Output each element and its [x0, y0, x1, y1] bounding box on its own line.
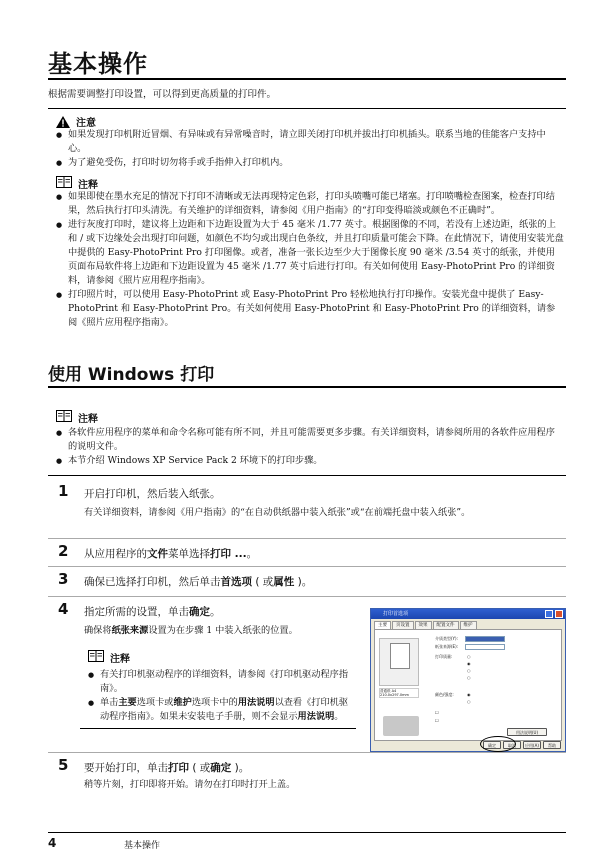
note-rule [80, 728, 356, 729]
step-number: 1 [58, 482, 69, 500]
step-body: 稍等片刻，打印即将开始。请勿在打印时打开上盖。 [84, 779, 296, 790]
section-title: 使用 Windows 打印 [48, 365, 215, 385]
caution-label: 注意 [76, 118, 96, 129]
warning-icon [56, 116, 70, 128]
section-rule [48, 386, 566, 388]
note-item: ● 进行灰度打印时，建议将上边距和下边距设置为大于 45 毫米 /1.77 英寸。根据图像的不同，若没有上述边距，纸张的上和 / 或下边缘处会出现打印问题，如颜色不均匀或出现白色条纹，并且打印质量可能会下降。在此情况下，请使用安装光盘中提供的 Easy-PhotoPrint Pro 打印图像。或者，准备一张长边至少大于图像长度 90 毫米 /3.54 英寸的纸张，并使用页面布局软件将上边距和下边距设置为 45 毫米 /1.77 英寸后进行打印。有关如何使用 Easy-PhotoPrint Pro 的详细资料，请参阅《照片应用程序指南》。 [56, 218, 564, 288]
instructions-button[interactable]: 用法说明(U) [507, 728, 547, 736]
dialog-tabs [371, 619, 565, 629]
media-type-select[interactable] [465, 636, 505, 642]
page-preview [379, 638, 419, 686]
footer-label: 基本操作 [124, 841, 161, 851]
page-number: 4 [48, 836, 57, 850]
paper-source-select[interactable] [465, 644, 505, 650]
step-number: 2 [58, 542, 69, 560]
tab-page-setup[interactable]: 页设置 [392, 621, 414, 629]
note-label: 注释 [78, 414, 98, 425]
paper-source-label: 纸张来源(E): [435, 644, 458, 649]
media-type-label: 介质类型(Y): [435, 636, 458, 641]
step-title: 确保已选择打印机，然后单击首选项 ( 或属性 )。 [84, 576, 313, 588]
note-list [88, 668, 356, 724]
color-intensity-label: 颜色/强度: [435, 692, 454, 697]
radio-draft[interactable]: ○ [467, 668, 471, 673]
tab-effects[interactable]: 效果 [415, 621, 432, 629]
note-item: ● 本节介绍 Windows XP Service Pack 2 环境下的打印步骤。 [56, 454, 564, 468]
note-label: 注释 [78, 180, 98, 191]
caution-item: ● 为了避免受伤，打印时切勿将手或手指伸入打印机内。 [56, 156, 564, 170]
note-label: 注释 [110, 654, 130, 665]
help-button[interactable]: 帮助 [543, 741, 561, 749]
note-heading [56, 410, 98, 425]
step-title: 指定所需的设置，单击确定。 [84, 606, 221, 618]
note-item: ● 各软件应用程序的菜单和命令名称可能有所不同，并且可能需要更多步骤。有关详细资料，请参阅所用的各软件应用程序的说明文件。 [56, 426, 564, 454]
apply-button[interactable]: 应用(A) [523, 741, 541, 749]
note-heading [88, 650, 364, 665]
close-icon[interactable] [555, 610, 563, 618]
divider [48, 752, 566, 753]
divider [48, 538, 566, 539]
intro-text: 根据需要调整打印设置，可以得到更高质量的打印件。 [48, 89, 277, 100]
cancel-button[interactable]: 取消 [503, 741, 521, 749]
step-number: 4 [58, 600, 69, 618]
note-item: ● 如果即使在墨水充足的情况下打印不清晰或无法再现特定色彩，打印头喷嘴可能已堵塞。打印喷嘴检查图案，检查打印结果，然后执行打印头清洗。有关维护的详细资料，请参阅《用户指南》的“打印变得暗淡或颜色不正确时”。 [56, 190, 564, 218]
step-title: 要开始打印，单击打印 ( 或确定 )。 [84, 762, 250, 774]
note-icon [56, 410, 72, 425]
step4-note [80, 650, 356, 729]
dialog-panel [374, 629, 562, 741]
grayscale-checkbox[interactable]: ☐ [435, 710, 439, 715]
help-icon[interactable] [545, 610, 553, 618]
note-list [56, 190, 564, 330]
ok-button[interactable]: 确定 [483, 741, 501, 749]
radio-standard[interactable]: ◉ [467, 661, 471, 666]
tab-profiles[interactable]: 配置文件 [433, 621, 459, 629]
note-heading [56, 176, 98, 191]
step-number: 3 [58, 570, 69, 588]
print-quality-label: 打印质量: [435, 654, 453, 659]
divider [48, 475, 566, 476]
radio-manual[interactable]: ○ [467, 699, 471, 704]
page-title: 基本操作 [48, 50, 148, 78]
step-body: 确保将纸张来源设置为在步骤 1 中装入纸张的位置。 [84, 625, 298, 636]
note-item: ● 打印照片时，可以使用 Easy-PhotoPrint 或 Easy-PhotoPrint Pro 轻松地执行打印操作。安装光盘中提供了 Easy-PhotoPrint 和 Easy-PhotoPrint Pro。有关如何使用 Easy-PhotoPrint 和 Easy-PhotoPrint Pro 的详细资料，请参阅《照片应用程序指南》。 [56, 288, 564, 330]
note-item: ● 单击主要选项卡或维护选项卡中的用法说明以查看《打印机驱动程序指南》。如果未安装电子手册，则不会显示用法说明。 [88, 696, 356, 724]
tab-main[interactable]: 主要 [374, 621, 391, 629]
divider [48, 596, 566, 597]
tab-maintenance[interactable]: 维护 [460, 621, 477, 629]
radio-custom[interactable]: ○ [467, 675, 471, 680]
printer-preferences-dialog [370, 608, 566, 752]
step-number: 5 [58, 756, 69, 774]
note-list [56, 426, 564, 468]
divider [48, 566, 566, 567]
preview-info: 普通纸 A4 210.0x297.0mm [379, 688, 419, 698]
step-body: 有关详细资料，请参阅《用户指南》的“在自动供纸器中装入纸张”或“在前端托盘中装入纸张”。 [84, 507, 471, 518]
note-icon [88, 650, 104, 665]
note-icon [56, 176, 72, 191]
step-title: 从应用程序的文件菜单选择打印 ...。 [84, 548, 258, 560]
printer-image [383, 716, 419, 736]
ok-highlight-circle [480, 736, 516, 752]
radio-high[interactable]: ○ [467, 654, 471, 659]
caution-list [56, 128, 564, 170]
note-item: ● 有关打印机驱动程序的详细资料，请参阅《打印机驱动程序指南》。 [88, 668, 356, 696]
radio-auto[interactable]: ◉ [467, 692, 471, 697]
divider [48, 108, 566, 109]
step-title: 开启打印机，然后装入纸张。 [84, 488, 221, 500]
dialog-titlebar: 打印首选项 [371, 609, 565, 619]
preview-checkbox[interactable]: ☐ [435, 718, 439, 723]
title-rule [48, 78, 566, 80]
footer-rule [48, 832, 566, 833]
caution-heading [56, 114, 96, 129]
caution-item: ● 如果发现打印机附近冒烟、有异味或有异常噪音时，请立即关闭打印机并拔出打印机插头。联系当地的佳能客户支持中心。 [56, 128, 564, 156]
